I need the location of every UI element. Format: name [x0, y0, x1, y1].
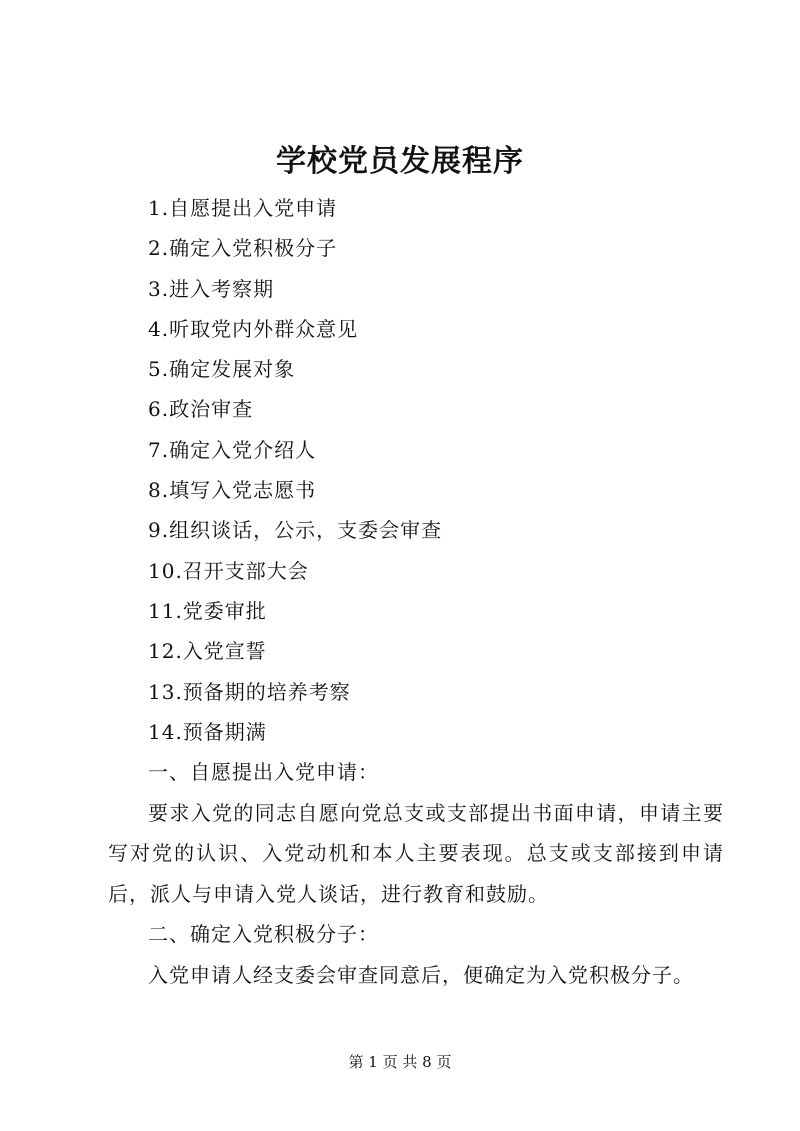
list-item: 9.组织谈话，公示，支委会审查 — [148, 518, 443, 543]
list-item: 11.党委审批 — [148, 598, 267, 623]
section-paragraph-1: 要求入党的同志自愿向党总支或支部提出书面申请，申请主要写对党的认识、入党动机和本人主要表现。总支或支部接到申请后，派人与申请入党人谈话，进行教育和鼓励。 — [108, 800, 724, 906]
list-item: 10.召开支部大会 — [148, 558, 309, 583]
list-item: 14.预备期满 — [148, 719, 267, 744]
list-item: 6.政治审查 — [148, 397, 254, 422]
page-footer: 第 1 页 共 8 页 — [348, 1053, 452, 1071]
list-item: 2.确定入党积极分子 — [148, 236, 338, 261]
section-paragraph-2: 入党申请人经支委会审查同意后，便确定为入党积极分子。 — [148, 962, 694, 987]
list-item: 5.确定发展对象 — [148, 357, 296, 382]
list-item: 8.填写入党志愿书 — [148, 478, 317, 503]
list-item: 7.确定入党介绍人 — [148, 437, 317, 462]
section-heading-2: 二、确定入党积极分子： — [148, 922, 379, 946]
list-item: 12.入党宣誓 — [148, 639, 267, 664]
steps-list — [148, 188, 442, 752]
list-item: 3.进入考察期 — [148, 276, 275, 301]
page-title: 学校党员发展程序 — [276, 144, 524, 179]
section-heading-1: 一、自愿提出入党申请： — [148, 760, 379, 784]
body-text — [108, 752, 724, 995]
list-item: 1.自愿提出入党申请 — [148, 196, 338, 220]
list-item: 13.预备期的培养考察 — [148, 679, 351, 704]
list-item: 4.听取党内外群众意见 — [148, 316, 359, 341]
